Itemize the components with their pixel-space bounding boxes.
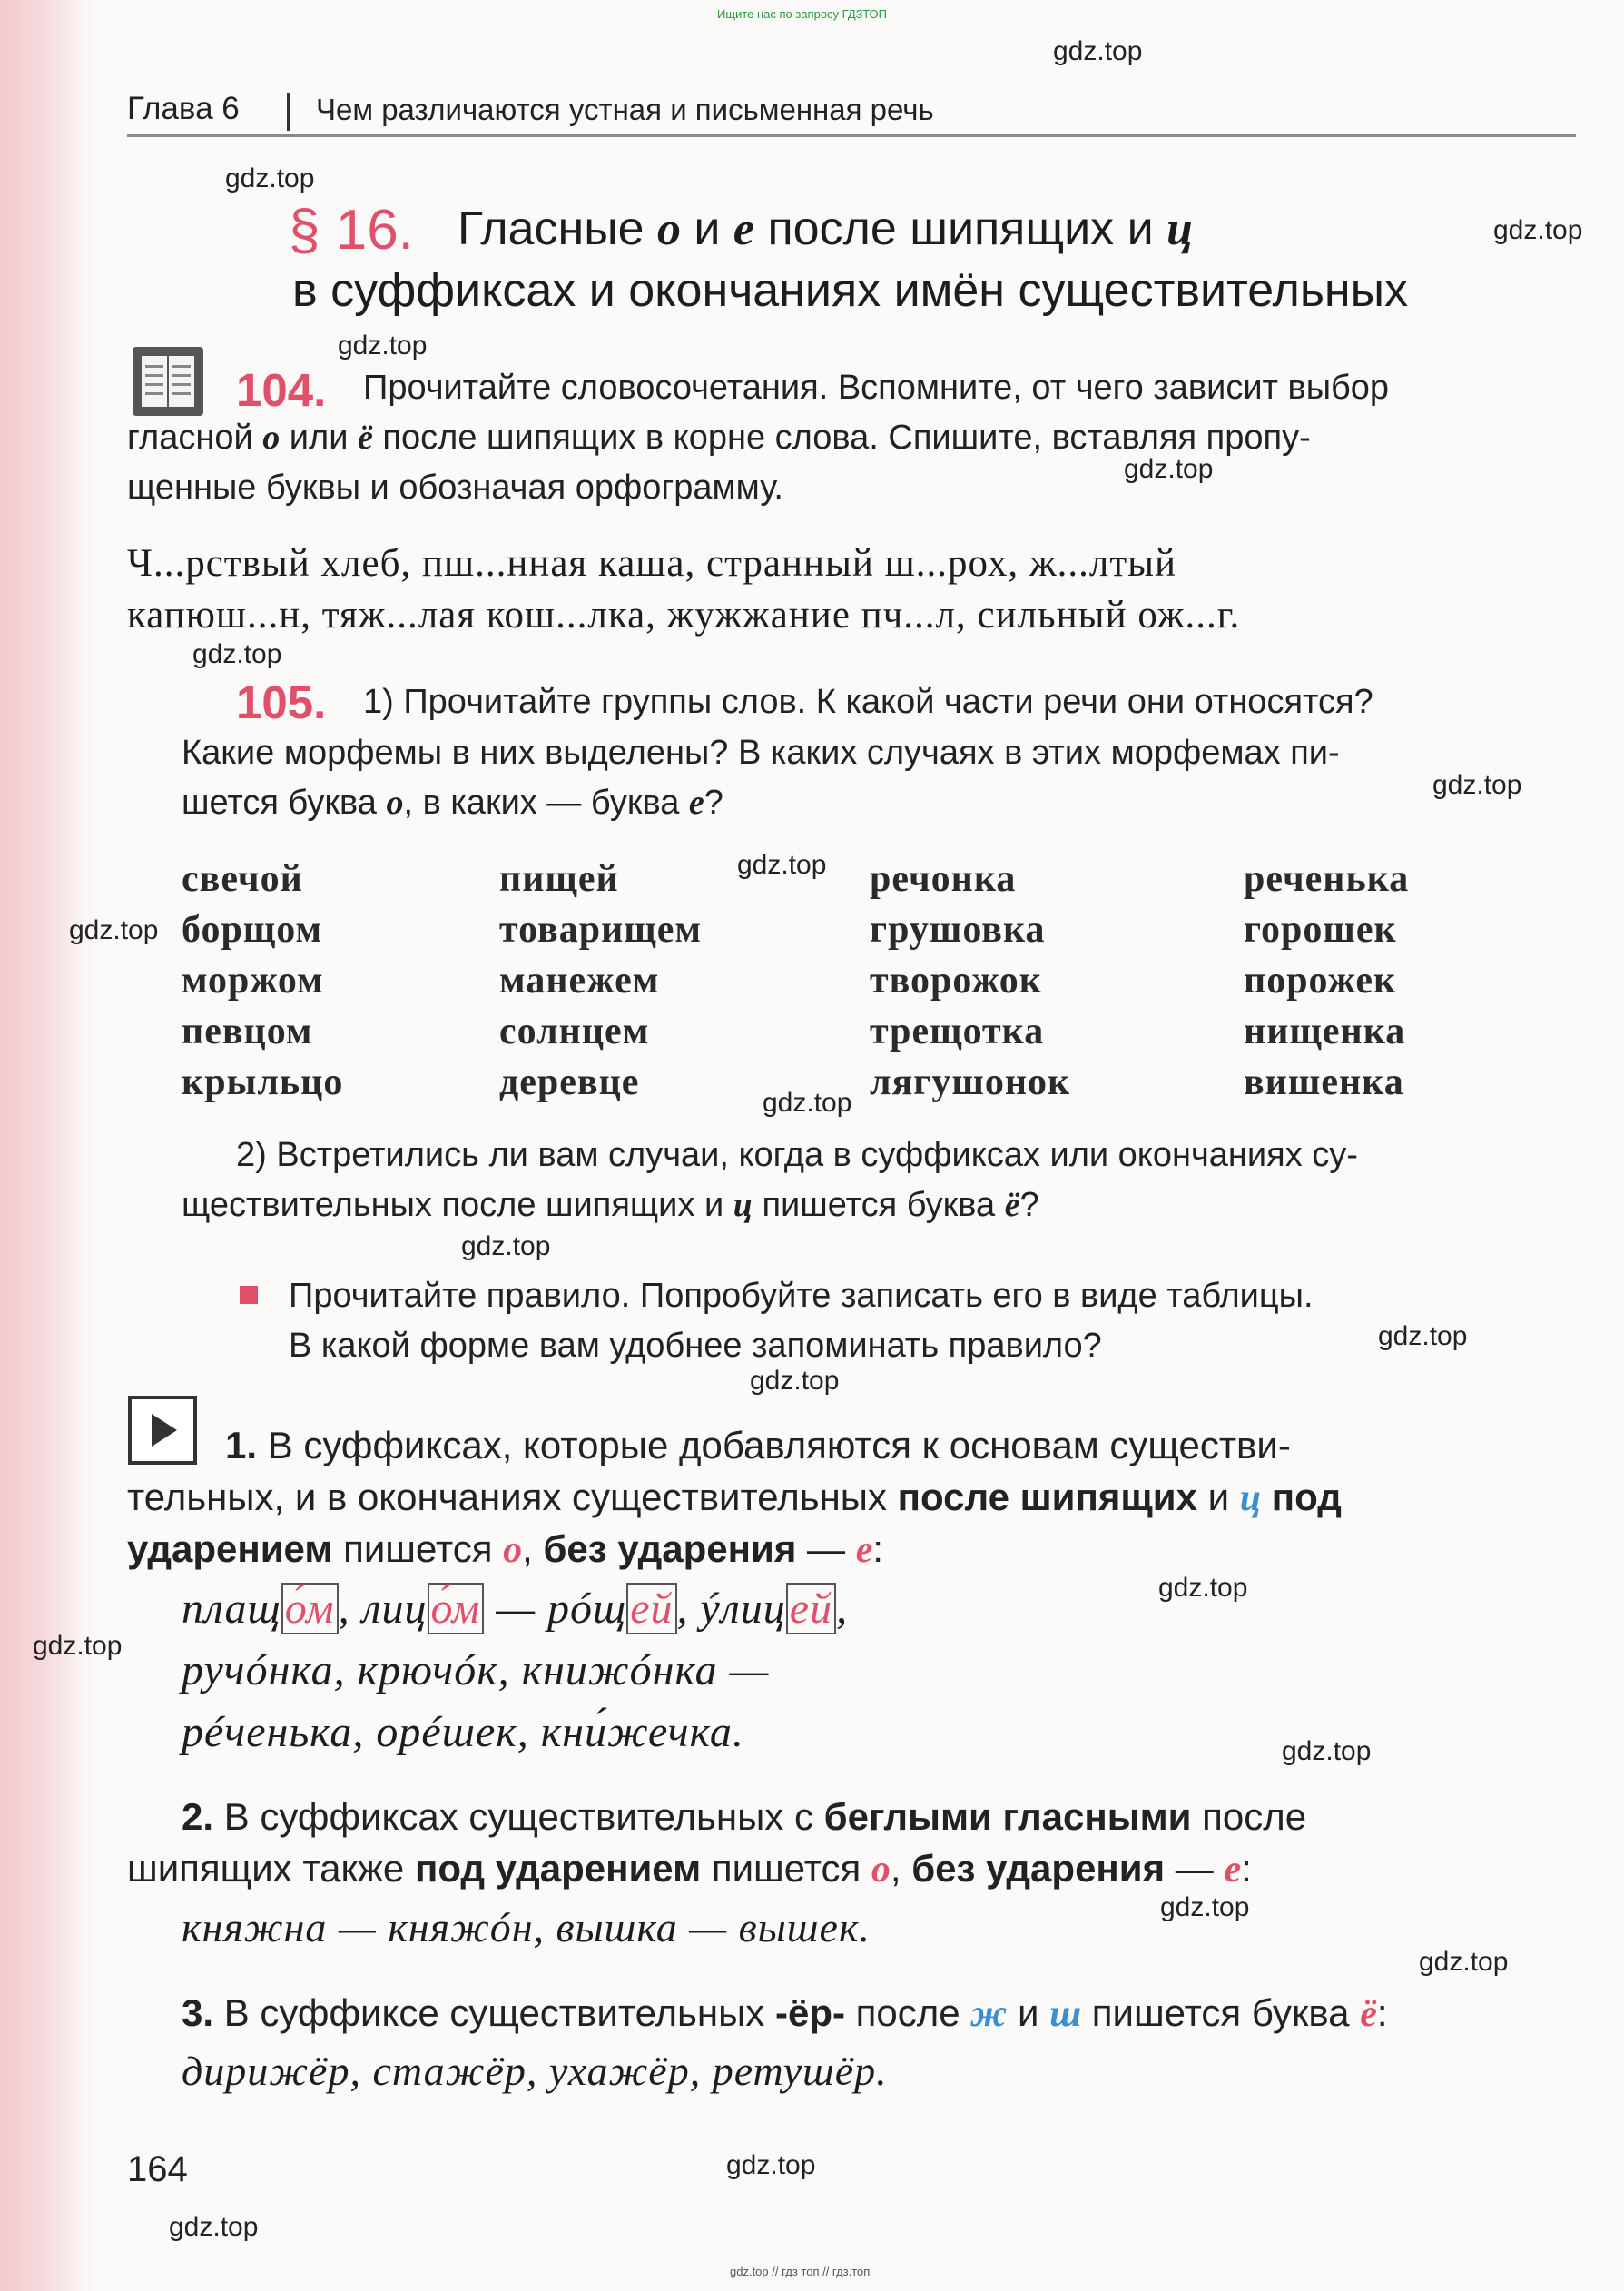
exercise-104-line3: щенные буквы и обозначая орфограмму.: [127, 469, 783, 507]
watermark: gdz.top: [737, 850, 827, 880]
rule-2-line2: шипящих также под ударением пишется о, без ударения — е:: [127, 1847, 1252, 1891]
watermark: gdz.top: [1282, 1736, 1372, 1766]
exercise-105-q2-line1: 2) Встретились ли вам случаи, когда в суффиксах или окончаниях су-: [236, 1136, 1358, 1174]
rule-1-example-line1: плащо́м, лицо́м — рóщей, ýлицей,: [182, 1585, 849, 1633]
watermark: gdz.top: [750, 1366, 840, 1396]
exercise-104-words-line2: капюш...н, тяж...лая кош...лка, жужжание пч...л, сильный ож...г.: [127, 594, 1241, 637]
task-line1: Прочитайте правило. Попробуйте записать его в виде таблицы.: [289, 1277, 1314, 1315]
word-col1-row3: моржом: [182, 960, 324, 1002]
word-col3-row3: творожок: [870, 960, 1042, 1002]
word-col2-row5: деревце: [499, 1062, 640, 1103]
word-col2-row1: пищей: [499, 858, 619, 900]
header-separator: [287, 93, 290, 131]
exercise-105-number: 105.: [236, 676, 327, 728]
rule-1-example-line3: рéченька, орéшек, кни́жечка.: [182, 1708, 744, 1756]
word-col4-row2: горошек: [1244, 909, 1397, 951]
exercise-105-line2: Какие морфемы в них выделены? В каких случаях в этих морфемах пи-: [182, 734, 1340, 772]
watermark: gdz.top: [69, 915, 159, 945]
watermark: gdz.top: [192, 639, 282, 669]
word-col4-row4: нищенка: [1244, 1011, 1406, 1052]
play-icon: [128, 1396, 197, 1465]
rule-3-example: дирижёр, стажёр, ухажёр, ретушёр.: [182, 2048, 888, 2094]
exercise-104-number: 104.: [236, 364, 327, 416]
header-rule: [127, 134, 1576, 137]
page-spine-shadow: [0, 0, 100, 2291]
rule-2-example: княжна — княжóн, вышка — вышек.: [182, 1904, 871, 1950]
watermark: gdz.top: [1378, 1321, 1468, 1351]
rule-1-line1: 1. В суффиксах, которые добавляются к основам существи-: [225, 1424, 1291, 1466]
word-col3-row1: речонка: [870, 858, 1017, 900]
exercise-104-words-line1: Ч...рствый хлеб, пш...нная каша, странный ш...рох, ж...лтый: [127, 542, 1177, 585]
rule-3-line1: 3. В суффиксе существительных -ёр- после ж и ш пишется буква ё:: [182, 1991, 1388, 2035]
word-col4-row1: реченька: [1244, 858, 1410, 900]
word-col4-row3: порожек: [1244, 960, 1397, 1002]
exercise-104-line2: гласной о или ё после шипящих в корне слова. Спишите, вставляя пропу-: [127, 419, 1311, 457]
word-col1-row5: крыльцо: [182, 1062, 344, 1103]
chapter-topic: Чем различаются устная и письменная речь: [316, 93, 934, 126]
watermark: gdz.top: [1124, 454, 1214, 484]
word-col1-row4: певцом: [182, 1011, 313, 1052]
section-title-line2: в суффиксах и окончаниях имён существительных: [292, 264, 1409, 317]
task-marker: [240, 1286, 258, 1304]
chapter-label: Глава 6: [127, 91, 240, 126]
word-col3-row5: лягушонок: [870, 1062, 1071, 1103]
watermark: gdz.top: [338, 331, 428, 360]
word-col1-row1: свечой: [182, 858, 303, 900]
word-col2-row4: солнцем: [499, 1011, 650, 1052]
watermark: gdz.top: [726, 2150, 816, 2180]
watermark: gdz.top: [1493, 215, 1583, 245]
watermark: gdz.top: [225, 163, 315, 193]
rule-1-line3: ударением пишется о, без ударения — е:: [127, 1527, 884, 1571]
watermark: gdz.top: [33, 1631, 123, 1661]
task-line2: В какой форме вам удобнее запоминать правило?: [289, 1327, 1102, 1365]
rule-1-line2: тельных, и в окончаниях существительных после шипящих и ц под: [127, 1476, 1342, 1519]
word-col2-row3: манежем: [499, 960, 660, 1002]
top-notice: Ищите нас по запросу ГДЗТОП: [717, 7, 888, 21]
word-col3-row2: грушовка: [870, 909, 1046, 951]
exercise-105-line1: 1) Прочитайте группы слов. К какой части речи они относятся?: [363, 683, 1373, 721]
word-col4-row5: вишенка: [1244, 1062, 1404, 1103]
book-icon: [133, 347, 203, 416]
section-number: § 16.: [289, 199, 414, 262]
page-number: 164: [127, 2149, 188, 2189]
watermark: gdz.top: [1158, 1573, 1248, 1603]
exercise-105-q2-line2: ществительных после шипящих и ц пишется буква ё?: [182, 1186, 1039, 1224]
rule-1-example-line2: ручóнка, крючóк, книжóнка —: [182, 1646, 770, 1694]
watermark: gdz.top: [1419, 1947, 1509, 1977]
watermark: gdz.top: [461, 1231, 551, 1261]
watermark: gdz.top: [1432, 770, 1522, 800]
section-title-line1: Гласные о и е после шипящих и ц: [458, 202, 1194, 255]
word-col3-row4: трещотка: [870, 1011, 1045, 1052]
exercise-105-line3: шется буква о, в каких — буква е?: [182, 784, 723, 822]
watermark: gdz.top: [1053, 36, 1143, 66]
rule-2-line1: 2. В суффиксах существительных с беглыми гласными после: [182, 1795, 1307, 1838]
watermark: gdz.top: [1160, 1892, 1250, 1922]
word-col1-row2: борщом: [182, 909, 323, 951]
footer-notice: gdz.top // гдз топ // гдз.топ: [730, 2265, 871, 2278]
word-col2-row2: товарищем: [499, 909, 702, 951]
watermark: gdz.top: [169, 2212, 259, 2242]
exercise-104-line1: Прочитайте словосочетания. Вспомните, от чего зависит выбор: [363, 369, 1390, 407]
watermark: gdz.top: [763, 1088, 852, 1118]
